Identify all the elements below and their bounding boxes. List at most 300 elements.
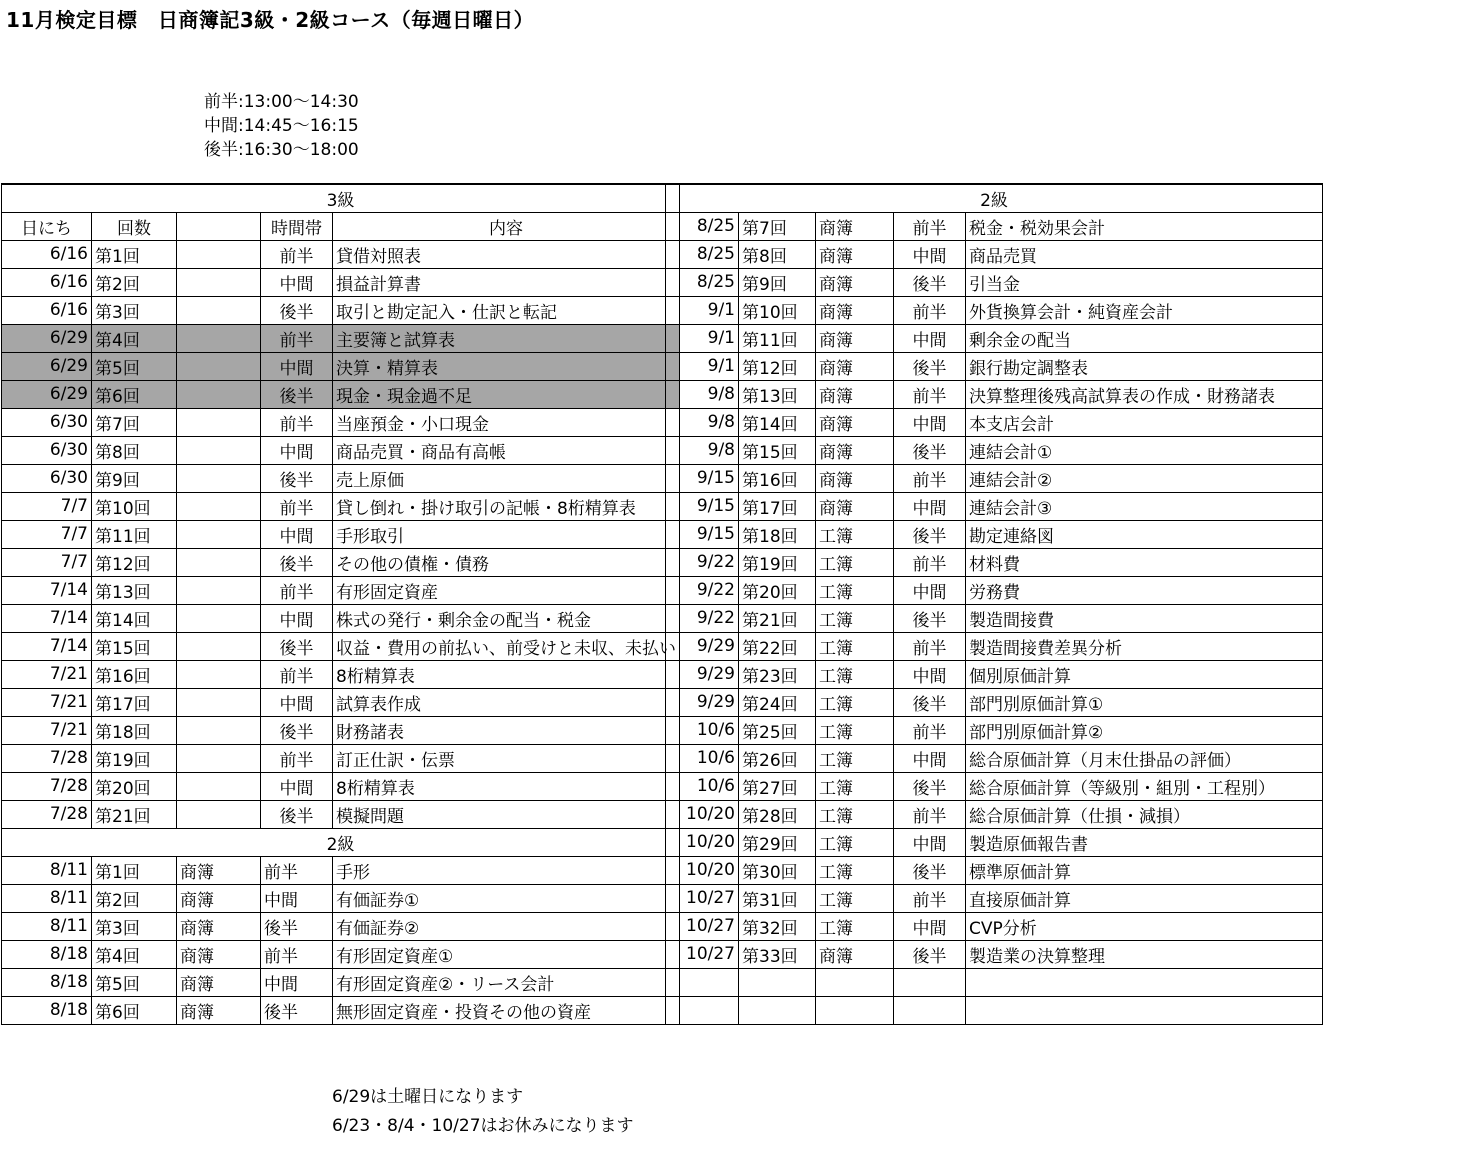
subject-cell: 商簿 bbox=[177, 912, 261, 940]
time-slot-middle: 中間:14:45～16:15 bbox=[204, 116, 359, 136]
table-row bbox=[2, 912, 680, 940]
session-cell: 第16回 bbox=[739, 464, 816, 492]
time-slot-last: 後半:16:30～18:00 bbox=[204, 140, 359, 160]
time-cell: 前半 bbox=[261, 856, 333, 884]
content-cell: 税金・税効果会計 bbox=[966, 212, 1323, 240]
subject-cell bbox=[177, 520, 261, 548]
session-cell: 第23回 bbox=[739, 660, 816, 688]
subject-cell bbox=[177, 744, 261, 772]
session-cell: 第29回 bbox=[739, 828, 816, 856]
content-cell: 労務費 bbox=[966, 576, 1323, 604]
time-cell: 中間 bbox=[894, 912, 966, 940]
time-cell: 中間 bbox=[894, 324, 966, 352]
session-cell: 第15回 bbox=[92, 632, 177, 660]
table-row bbox=[2, 296, 680, 324]
content-cell: 製造原価報告書 bbox=[966, 828, 1323, 856]
time-cell: 後半 bbox=[894, 268, 966, 296]
time-cell: 前半 bbox=[261, 240, 333, 268]
subject-cell bbox=[177, 716, 261, 744]
subject-cell bbox=[177, 576, 261, 604]
session-cell: 第18回 bbox=[739, 520, 816, 548]
subject-cell: 商簿 bbox=[177, 996, 261, 1024]
session-cell: 第12回 bbox=[92, 548, 177, 576]
time-cell: 前半 bbox=[894, 212, 966, 240]
subject-cell: 商簿 bbox=[177, 940, 261, 968]
session-cell: 第26回 bbox=[739, 744, 816, 772]
table-row bbox=[666, 772, 1323, 800]
subject-cell: 商簿 bbox=[816, 408, 894, 436]
note-saturday: 6/29は土曜日になります bbox=[332, 1087, 524, 1107]
table-row bbox=[666, 548, 1323, 576]
time-cell: 中間 bbox=[261, 968, 333, 996]
session-cell bbox=[739, 996, 816, 1024]
grade3-schedule-table bbox=[1, 183, 680, 1025]
session-cell: 第30回 bbox=[739, 856, 816, 884]
date-cell: 10/27 bbox=[666, 884, 739, 912]
table-row bbox=[666, 716, 1323, 744]
subject-cell: 工簿 bbox=[816, 632, 894, 660]
date-cell: 8/25 bbox=[666, 212, 739, 240]
subject-cell bbox=[816, 996, 894, 1024]
content-cell bbox=[966, 968, 1323, 996]
table-row bbox=[666, 800, 1323, 828]
time-cell: 中間 bbox=[894, 660, 966, 688]
date-cell: 6/30 bbox=[2, 436, 92, 464]
subject-cell: 工簿 bbox=[816, 688, 894, 716]
subject-cell: 商簿 bbox=[177, 968, 261, 996]
time-cell: 後半 bbox=[894, 352, 966, 380]
table-row bbox=[2, 324, 680, 352]
content-cell: 連結会計② bbox=[966, 464, 1323, 492]
content-cell: 手形 bbox=[333, 856, 680, 884]
time-cell: 前半 bbox=[894, 632, 966, 660]
table-row bbox=[666, 660, 1323, 688]
content-cell: その他の債権・債務 bbox=[333, 548, 680, 576]
time-cell: 後半 bbox=[894, 856, 966, 884]
session-cell: 第19回 bbox=[92, 744, 177, 772]
table-row bbox=[666, 436, 1323, 464]
date-cell: 9/29 bbox=[666, 632, 739, 660]
date-cell: 10/20 bbox=[666, 856, 739, 884]
content-cell: 連結会計① bbox=[966, 436, 1323, 464]
column-header-time: 時間帯 bbox=[261, 212, 333, 240]
time-cell: 後半 bbox=[894, 604, 966, 632]
content-cell: 有価証券② bbox=[333, 912, 680, 940]
content-cell: 貸し倒れ・掛け取引の記帳・8桁精算表 bbox=[333, 492, 680, 520]
content-cell: 引当金 bbox=[966, 268, 1323, 296]
date-cell: 9/15 bbox=[666, 492, 739, 520]
column-header-date: 日にち bbox=[2, 212, 92, 240]
session-cell: 第16回 bbox=[92, 660, 177, 688]
table-row bbox=[666, 352, 1323, 380]
table-row bbox=[666, 856, 1323, 884]
table-row bbox=[666, 380, 1323, 408]
table-row bbox=[2, 660, 680, 688]
content-cell: 株式の発行・剰余金の配当・税金 bbox=[333, 604, 680, 632]
subject-cell bbox=[177, 268, 261, 296]
session-cell: 第20回 bbox=[92, 772, 177, 800]
session-cell: 第6回 bbox=[92, 380, 177, 408]
date-cell bbox=[666, 968, 739, 996]
table-row bbox=[2, 996, 680, 1024]
content-cell: 材料費 bbox=[966, 548, 1323, 576]
session-cell: 第7回 bbox=[92, 408, 177, 436]
session-cell: 第4回 bbox=[92, 324, 177, 352]
date-cell: 8/18 bbox=[2, 996, 92, 1024]
table-row bbox=[2, 352, 680, 380]
date-cell: 10/20 bbox=[666, 800, 739, 828]
time-cell: 後半 bbox=[894, 436, 966, 464]
date-cell: 10/27 bbox=[666, 940, 739, 968]
date-cell: 9/8 bbox=[666, 436, 739, 464]
time-cell: 前半 bbox=[894, 464, 966, 492]
subject-cell: 商簿 bbox=[816, 324, 894, 352]
session-cell: 第11回 bbox=[739, 324, 816, 352]
content-cell: 有形固定資産②・リース会計 bbox=[333, 968, 680, 996]
date-cell: 8/11 bbox=[2, 884, 92, 912]
content-cell: 売上原価 bbox=[333, 464, 680, 492]
table-row bbox=[666, 520, 1323, 548]
time-cell: 前半 bbox=[261, 492, 333, 520]
time-cell bbox=[894, 996, 966, 1024]
date-cell: 6/16 bbox=[2, 296, 92, 324]
content-cell: 直接原価計算 bbox=[966, 884, 1323, 912]
content-cell: 手形取引 bbox=[333, 520, 680, 548]
table-row bbox=[2, 744, 680, 772]
time-cell bbox=[894, 968, 966, 996]
date-cell: 7/28 bbox=[2, 744, 92, 772]
date-cell: 7/21 bbox=[2, 716, 92, 744]
content-cell: 試算表作成 bbox=[333, 688, 680, 716]
time-cell: 前半 bbox=[894, 548, 966, 576]
subject-cell bbox=[177, 352, 261, 380]
subject-cell: 商簿 bbox=[816, 436, 894, 464]
time-cell: 中間 bbox=[261, 772, 333, 800]
time-cell: 前半 bbox=[894, 716, 966, 744]
subject-cell: 工簿 bbox=[816, 548, 894, 576]
subject-cell bbox=[177, 408, 261, 436]
date-cell: 6/30 bbox=[2, 464, 92, 492]
time-cell: 中間 bbox=[894, 828, 966, 856]
content-cell: 商品売買・商品有高帳 bbox=[333, 436, 680, 464]
table-row bbox=[666, 996, 1323, 1024]
time-cell: 前半 bbox=[261, 324, 333, 352]
time-cell: 中間 bbox=[261, 520, 333, 548]
table-row bbox=[2, 464, 680, 492]
subject-cell bbox=[177, 464, 261, 492]
content-cell: 総合原価計算（等級別・組別・工程別） bbox=[966, 772, 1323, 800]
content-cell: 貸借対照表 bbox=[333, 240, 680, 268]
content-cell: 無形固定資産・投資その他の資産 bbox=[333, 996, 680, 1024]
table-row bbox=[2, 408, 680, 436]
table-row bbox=[2, 856, 680, 884]
content-cell: 商品売買 bbox=[966, 240, 1323, 268]
session-cell: 第31回 bbox=[739, 884, 816, 912]
time-cell: 後半 bbox=[894, 688, 966, 716]
time-cell: 中間 bbox=[261, 268, 333, 296]
session-cell: 第8回 bbox=[92, 436, 177, 464]
time-slots bbox=[204, 90, 359, 162]
subject-cell: 工簿 bbox=[816, 772, 894, 800]
session-cell: 第20回 bbox=[739, 576, 816, 604]
session-cell: 第11回 bbox=[92, 520, 177, 548]
date-cell: 10/20 bbox=[666, 828, 739, 856]
time-cell: 中間 bbox=[894, 744, 966, 772]
content-cell: 連結会計③ bbox=[966, 492, 1323, 520]
time-cell: 前半 bbox=[261, 744, 333, 772]
session-cell: 第13回 bbox=[92, 576, 177, 604]
table-row bbox=[666, 212, 1323, 240]
date-cell: 9/15 bbox=[666, 464, 739, 492]
date-cell: 8/25 bbox=[666, 268, 739, 296]
session-cell: 第19回 bbox=[739, 548, 816, 576]
content-cell: 総合原価計算（仕損・減損） bbox=[966, 800, 1323, 828]
date-cell: 10/27 bbox=[666, 912, 739, 940]
subject-cell: 工簿 bbox=[816, 884, 894, 912]
subject-cell bbox=[177, 380, 261, 408]
time-cell: 後半 bbox=[261, 548, 333, 576]
content-cell bbox=[966, 996, 1323, 1024]
date-cell: 7/14 bbox=[2, 576, 92, 604]
time-cell: 後半 bbox=[261, 912, 333, 940]
table-row bbox=[666, 940, 1323, 968]
time-cell: 中間 bbox=[261, 884, 333, 912]
table-row bbox=[666, 828, 1323, 856]
content-cell: 主要簿と試算表 bbox=[333, 324, 680, 352]
subject-cell: 工簿 bbox=[816, 828, 894, 856]
session-cell: 第27回 bbox=[739, 772, 816, 800]
content-cell: CVP分析 bbox=[966, 912, 1323, 940]
session-cell: 第13回 bbox=[739, 380, 816, 408]
grade2-schedule-table bbox=[665, 183, 1323, 1025]
session-cell: 第32回 bbox=[739, 912, 816, 940]
session-cell bbox=[739, 968, 816, 996]
session-cell: 第4回 bbox=[92, 940, 177, 968]
session-cell: 第17回 bbox=[92, 688, 177, 716]
subject-cell bbox=[177, 296, 261, 324]
table-row bbox=[2, 436, 680, 464]
date-cell: 6/29 bbox=[2, 380, 92, 408]
subject-cell bbox=[177, 800, 261, 828]
footnotes bbox=[332, 1083, 634, 1141]
subject-cell bbox=[177, 660, 261, 688]
content-cell: 8桁精算表 bbox=[333, 660, 680, 688]
date-cell: 10/6 bbox=[666, 744, 739, 772]
session-cell: 第21回 bbox=[92, 800, 177, 828]
table-row bbox=[666, 604, 1323, 632]
session-cell: 第14回 bbox=[92, 604, 177, 632]
time-cell: 後半 bbox=[894, 940, 966, 968]
date-cell: 9/29 bbox=[666, 688, 739, 716]
time-cell: 後半 bbox=[261, 632, 333, 660]
grade2-header-right: 2級 bbox=[666, 184, 1323, 212]
table-row bbox=[2, 716, 680, 744]
content-cell: 有形固定資産 bbox=[333, 576, 680, 604]
date-cell: 8/18 bbox=[2, 940, 92, 968]
date-cell: 6/30 bbox=[2, 408, 92, 436]
table-row bbox=[666, 296, 1323, 324]
subject-cell: 商簿 bbox=[816, 352, 894, 380]
time-cell: 後半 bbox=[894, 520, 966, 548]
date-cell: 9/15 bbox=[666, 520, 739, 548]
session-cell: 第10回 bbox=[92, 492, 177, 520]
subject-cell bbox=[816, 968, 894, 996]
date-cell: 9/8 bbox=[666, 380, 739, 408]
date-cell: 10/6 bbox=[666, 716, 739, 744]
subject-cell: 工簿 bbox=[816, 856, 894, 884]
content-cell: 部門別原価計算① bbox=[966, 688, 1323, 716]
content-cell: 決算整理後残高試算表の作成・財務諸表 bbox=[966, 380, 1323, 408]
session-cell: 第15回 bbox=[739, 436, 816, 464]
subject-cell: 工簿 bbox=[816, 604, 894, 632]
note-holidays: 6/23・8/4・10/27はお休みになります bbox=[332, 1116, 634, 1136]
table-row bbox=[666, 744, 1323, 772]
subject-cell: 商簿 bbox=[816, 268, 894, 296]
time-cell: 後半 bbox=[261, 296, 333, 324]
time-cell: 前半 bbox=[894, 800, 966, 828]
content-cell: 有価証券① bbox=[333, 884, 680, 912]
content-cell: 収益・費用の前払い、前受けと未収、未払い bbox=[333, 632, 680, 660]
subject-cell: 工簿 bbox=[816, 576, 894, 604]
time-cell: 前半 bbox=[894, 296, 966, 324]
date-cell: 6/16 bbox=[2, 268, 92, 296]
session-cell: 第14回 bbox=[739, 408, 816, 436]
subject-cell: 商簿 bbox=[177, 884, 261, 912]
date-cell: 7/7 bbox=[2, 492, 92, 520]
time-cell: 中間 bbox=[261, 436, 333, 464]
content-cell: 財務諸表 bbox=[333, 716, 680, 744]
date-cell: 9/22 bbox=[666, 548, 739, 576]
content-cell: 製造間接費差異分析 bbox=[966, 632, 1323, 660]
date-cell: 7/14 bbox=[2, 632, 92, 660]
date-cell: 7/21 bbox=[2, 660, 92, 688]
subject-cell: 工簿 bbox=[816, 716, 894, 744]
content-cell: 個別原価計算 bbox=[966, 660, 1323, 688]
table-row bbox=[666, 268, 1323, 296]
date-cell: 6/29 bbox=[2, 324, 92, 352]
subject-cell: 商簿 bbox=[177, 856, 261, 884]
subject-cell bbox=[177, 688, 261, 716]
session-cell: 第5回 bbox=[92, 352, 177, 380]
date-cell: 9/1 bbox=[666, 352, 739, 380]
table-row bbox=[2, 688, 680, 716]
date-cell: 10/6 bbox=[666, 772, 739, 800]
date-cell: 8/25 bbox=[666, 240, 739, 268]
session-cell: 第3回 bbox=[92, 296, 177, 324]
date-cell: 9/22 bbox=[666, 604, 739, 632]
time-cell: 中間 bbox=[261, 604, 333, 632]
table-row bbox=[2, 548, 680, 576]
column-header-content: 内容 bbox=[333, 212, 680, 240]
date-cell: 8/11 bbox=[2, 912, 92, 940]
time-cell: 後半 bbox=[261, 800, 333, 828]
subject-cell: 商簿 bbox=[816, 240, 894, 268]
subject-cell bbox=[177, 324, 261, 352]
content-cell: 模擬問題 bbox=[333, 800, 680, 828]
time-cell: 前半 bbox=[261, 660, 333, 688]
content-cell: 有形固定資産① bbox=[333, 940, 680, 968]
subject-cell bbox=[177, 548, 261, 576]
table-row bbox=[666, 632, 1323, 660]
session-cell: 第33回 bbox=[739, 940, 816, 968]
content-cell: 部門別原価計算② bbox=[966, 716, 1323, 744]
content-cell: 訂正仕訳・伝票 bbox=[333, 744, 680, 772]
subject-cell bbox=[177, 436, 261, 464]
session-cell: 第21回 bbox=[739, 604, 816, 632]
table-row bbox=[666, 576, 1323, 604]
time-cell: 後半 bbox=[894, 772, 966, 800]
table-row bbox=[2, 576, 680, 604]
date-cell: 9/8 bbox=[666, 408, 739, 436]
session-cell: 第12回 bbox=[739, 352, 816, 380]
session-cell: 第17回 bbox=[739, 492, 816, 520]
date-cell: 7/7 bbox=[2, 520, 92, 548]
session-cell: 第6回 bbox=[92, 996, 177, 1024]
session-cell: 第24回 bbox=[739, 688, 816, 716]
date-cell: 6/29 bbox=[2, 352, 92, 380]
session-cell: 第1回 bbox=[92, 240, 177, 268]
subject-cell: 商簿 bbox=[816, 212, 894, 240]
table-row bbox=[2, 520, 680, 548]
time-cell: 中間 bbox=[894, 240, 966, 268]
session-cell: 第25回 bbox=[739, 716, 816, 744]
time-cell: 前半 bbox=[261, 408, 333, 436]
content-cell: 損益計算書 bbox=[333, 268, 680, 296]
session-cell: 第9回 bbox=[739, 268, 816, 296]
table-row bbox=[2, 884, 680, 912]
session-cell: 第9回 bbox=[92, 464, 177, 492]
session-cell: 第22回 bbox=[739, 632, 816, 660]
grade2-header-left: 2級 bbox=[2, 828, 680, 856]
subject-cell: 商簿 bbox=[816, 492, 894, 520]
date-cell: 8/11 bbox=[2, 856, 92, 884]
table-row bbox=[2, 800, 680, 828]
table-row bbox=[2, 632, 680, 660]
time-cell: 後半 bbox=[261, 380, 333, 408]
column-header-subject bbox=[177, 212, 261, 240]
grade3-header: 3級 bbox=[2, 184, 680, 212]
time-slot-first: 前半:13:00～14:30 bbox=[204, 92, 359, 112]
session-cell: 第2回 bbox=[92, 884, 177, 912]
column-header-session: 回数 bbox=[92, 212, 177, 240]
content-cell: 銀行勘定調整表 bbox=[966, 352, 1323, 380]
content-cell: 外貨換算会計・純資産会計 bbox=[966, 296, 1323, 324]
time-cell: 中間 bbox=[894, 576, 966, 604]
date-cell: 9/1 bbox=[666, 296, 739, 324]
time-cell: 中間 bbox=[894, 408, 966, 436]
time-cell: 中間 bbox=[261, 688, 333, 716]
subject-cell bbox=[177, 604, 261, 632]
table-row bbox=[666, 464, 1323, 492]
session-cell: 第10回 bbox=[739, 296, 816, 324]
time-cell: 中間 bbox=[261, 352, 333, 380]
date-cell bbox=[666, 996, 739, 1024]
content-cell: 取引と勘定記入・仕訳と転記 bbox=[333, 296, 680, 324]
subject-cell: 工簿 bbox=[816, 660, 894, 688]
table-row bbox=[2, 492, 680, 520]
time-cell: 後半 bbox=[261, 996, 333, 1024]
table-row bbox=[666, 240, 1323, 268]
subject-cell bbox=[177, 632, 261, 660]
date-cell: 7/28 bbox=[2, 772, 92, 800]
date-cell: 8/18 bbox=[2, 968, 92, 996]
table-row bbox=[2, 380, 680, 408]
subject-cell: 工簿 bbox=[816, 800, 894, 828]
table-row bbox=[2, 268, 680, 296]
subject-cell: 商簿 bbox=[816, 940, 894, 968]
page-title: 11月検定目標 日商簿記3級・2級コース（毎週日曜日） bbox=[6, 8, 535, 32]
table-row bbox=[666, 884, 1323, 912]
